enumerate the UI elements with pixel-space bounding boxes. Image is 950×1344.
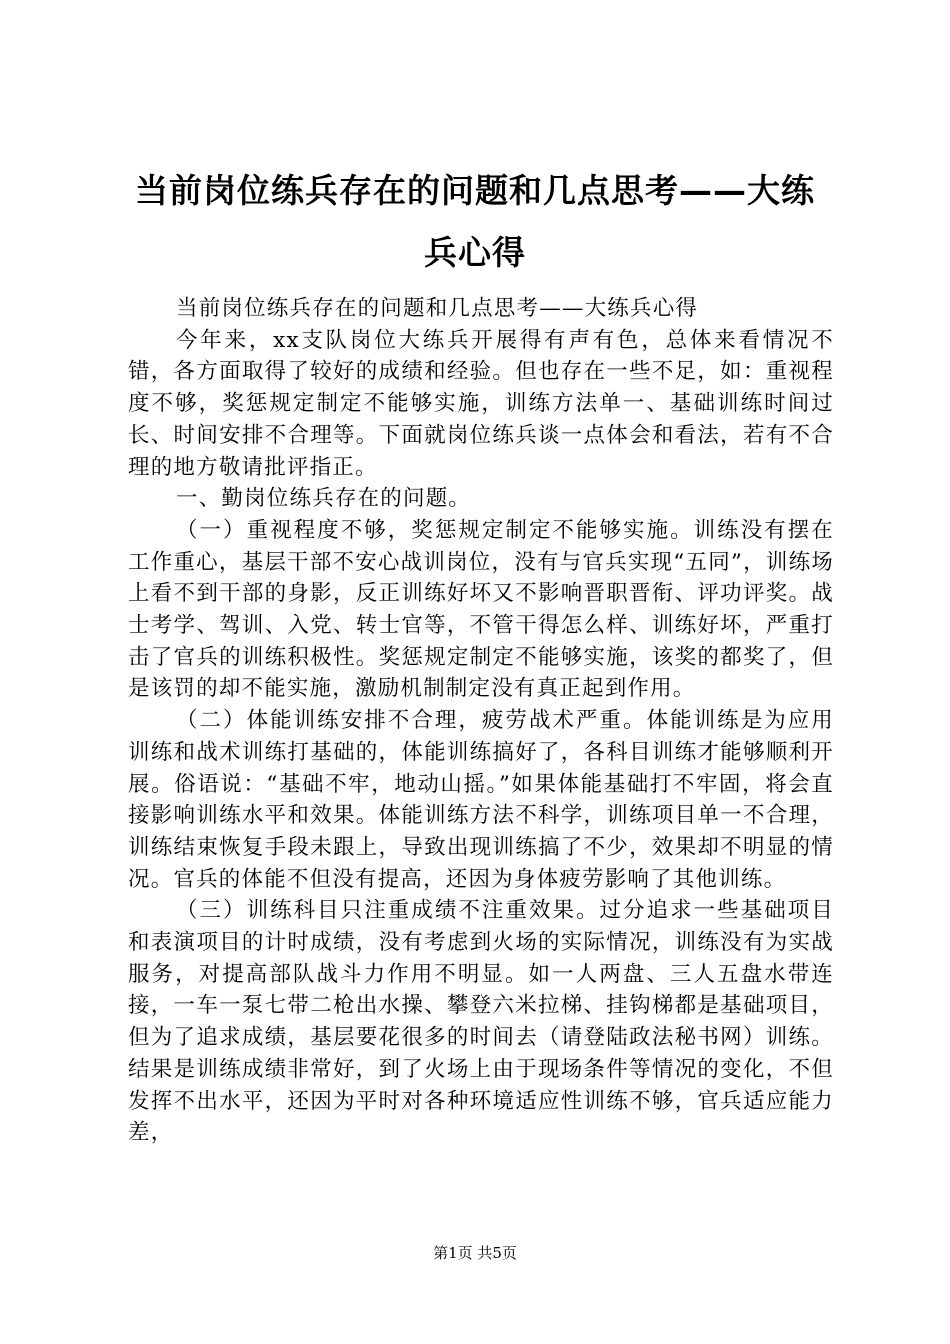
document-title: 当前岗位练兵存在的问题和几点思考——大练兵心得	[135, 171, 815, 272]
section-heading-problems: 一、勤岗位练兵存在的问题。	[176, 486, 472, 512]
paragraph-problem-2: （二）体能训练安排不合理，疲劳战术严重。体能训练是为应用训练和战术训练打基础的，体能训练搞好了，各科目训练才能够顺利开展。俗语说：“基础不牢，地动山摇。”如果体能基础打不牢固，将会直接影响训练水平和效果。体能训练方法不科学，训练项目单一不合理，训练结束恢复手段未跟上，导致出现训练搞了不少，效果却不明显的情况。官兵的体能不但没有提高，还因为身体疲劳影响了其他训练。	[128, 708, 834, 892]
paragraph-problem-3: （三）训练科目只注重成绩不注重效果。过分追求一些基础项目和表演项目的计时成绩，没有考虑到火场的实际情况，训练没有为实战服务，对提高部队战斗力作用不明显。如一人两盘、三人五盘水带连接，一车一泵七带二枪出水操、攀登六米拉梯、挂钩梯都是基础项目，但为了追求成绩，基层要花很多的时间去（请登陆政法秘书网）训练。结果是训练成绩非常好，到了火场上由于现场条件等情况的变化，不但发挥不出水平，还因为平时对各种环境适应性训练不够，官兵适应能力差，	[128, 898, 834, 1146]
paragraph-heading-repeat: 当前岗位练兵存在的问题和几点思考——大练兵心得	[176, 296, 699, 321]
document-body	[128, 293, 834, 1149]
paragraph-problem-1: （一）重视程度不够，奖惩规定制定不能够实施。训练没有摆在工作重心，基层干部不安心战训岗位，没有与官兵实现“五同”，训练场上看不到干部的身影，反正训练好坏又不影响晋职晋衔、评功评奖。战士考学、驾训、入党、转士官等，不管干得怎么样、训练好坏，严重打击了官兵的训练积极性。奖惩规定制定不能够实施，该奖的都奖了，但是该罚的却不能实施，激励机制制定没有真正起到作用。	[128, 517, 834, 702]
page-number-footer: 第1页 共5页	[433, 1244, 517, 1262]
paragraph-intro: 今年来，xx支队岗位大练兵开展得有声有色，总体来看情况不错，各方面取得了较好的成绩和经验。但也存在一些不足，如：重视程度不够，奖惩规定制定不能够实施，训练方法单一、基础训练时间过长、时间安排不合理等。下面就岗位练兵谈一点体会和看法，若有不合理的地方敬请批评指正。	[128, 327, 834, 480]
